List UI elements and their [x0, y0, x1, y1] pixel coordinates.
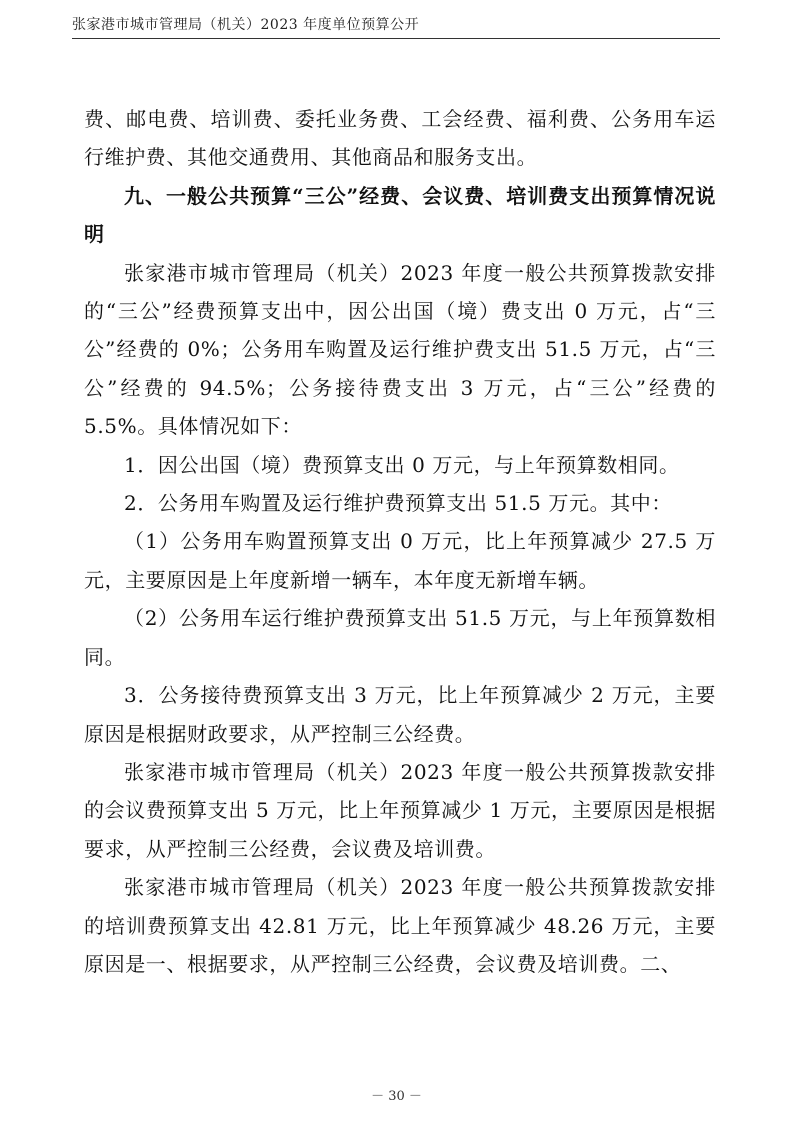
- paragraph-continuation: 费、邮电费、培训费、委托业务费、工会经费、福利费、公务用车运行维护费、其他交通费用、其他商品和服务支出。: [84, 107, 716, 170]
- paragraph-training-fee: 张家港市城市管理局（机关）2023 年度一般公共预算拨款安排的培训费预算支出 42.81 万元，比上年预算减少 48.26 万元，主要原因是一、根据要求，从严控制三公经费，会议费及培训费。二、: [84, 875, 716, 976]
- paragraph-meeting-fee: 张家港市城市管理局（机关）2023 年度一般公共预算拨款安排的会议费预算支出 5 万元，比上年预算减少 1 万元，主要原因是根据要求，从严控制三公经费，会议费及培训费。: [84, 759, 716, 861]
- document-body: [84, 100, 716, 983]
- page-number: － 30 －: [371, 1089, 422, 1104]
- paragraph-item-1: 1．因公出国（境）费预算支出 0 万元，与上年预算数相同。: [124, 452, 680, 477]
- paragraph-item-2-1: （1）公务用车购置预算支出 0 万元，比上年预算减少 27.5 万元，主要原因是上年度新增一辆车，本年度无新增车辆。: [84, 529, 716, 592]
- section-heading: 九、一般公共预算“三公”经费、会议费、培训费支出预算情况说明: [84, 183, 716, 247]
- paragraph-three-public-overview: 张家港市城市管理局（机关）2023 年度一般公共预算拨款安排的“三公”经费预算支出中，因公出国（境）费支出 0 万元，占“三公”经费的 0%；公务用车购置及运行维护费支出 51.5 万元，占“三公”经费的 94.5%；公务接待费支出 3 万元，占“三公”经费的 5.5%。具体情况如下：: [84, 260, 716, 439]
- paragraph-item-3: 3．公务接待费预算支出 3 万元，比上年预算减少 2 万元，主要原因是根据财政要求，从严控制三公经费。: [84, 683, 716, 746]
- header-rule: [72, 38, 720, 39]
- paragraph-item-2: 2．公务用车购置及运行维护费预算支出 51.5 万元。其中：: [124, 491, 672, 516]
- paragraph-item-2-2: （2）公务用车运行维护费预算支出 51.5 万元，与上年预算数相同。: [84, 606, 716, 669]
- running-header: 张家港市城市管理局（机关）2023 年度单位预算公开: [72, 17, 420, 33]
